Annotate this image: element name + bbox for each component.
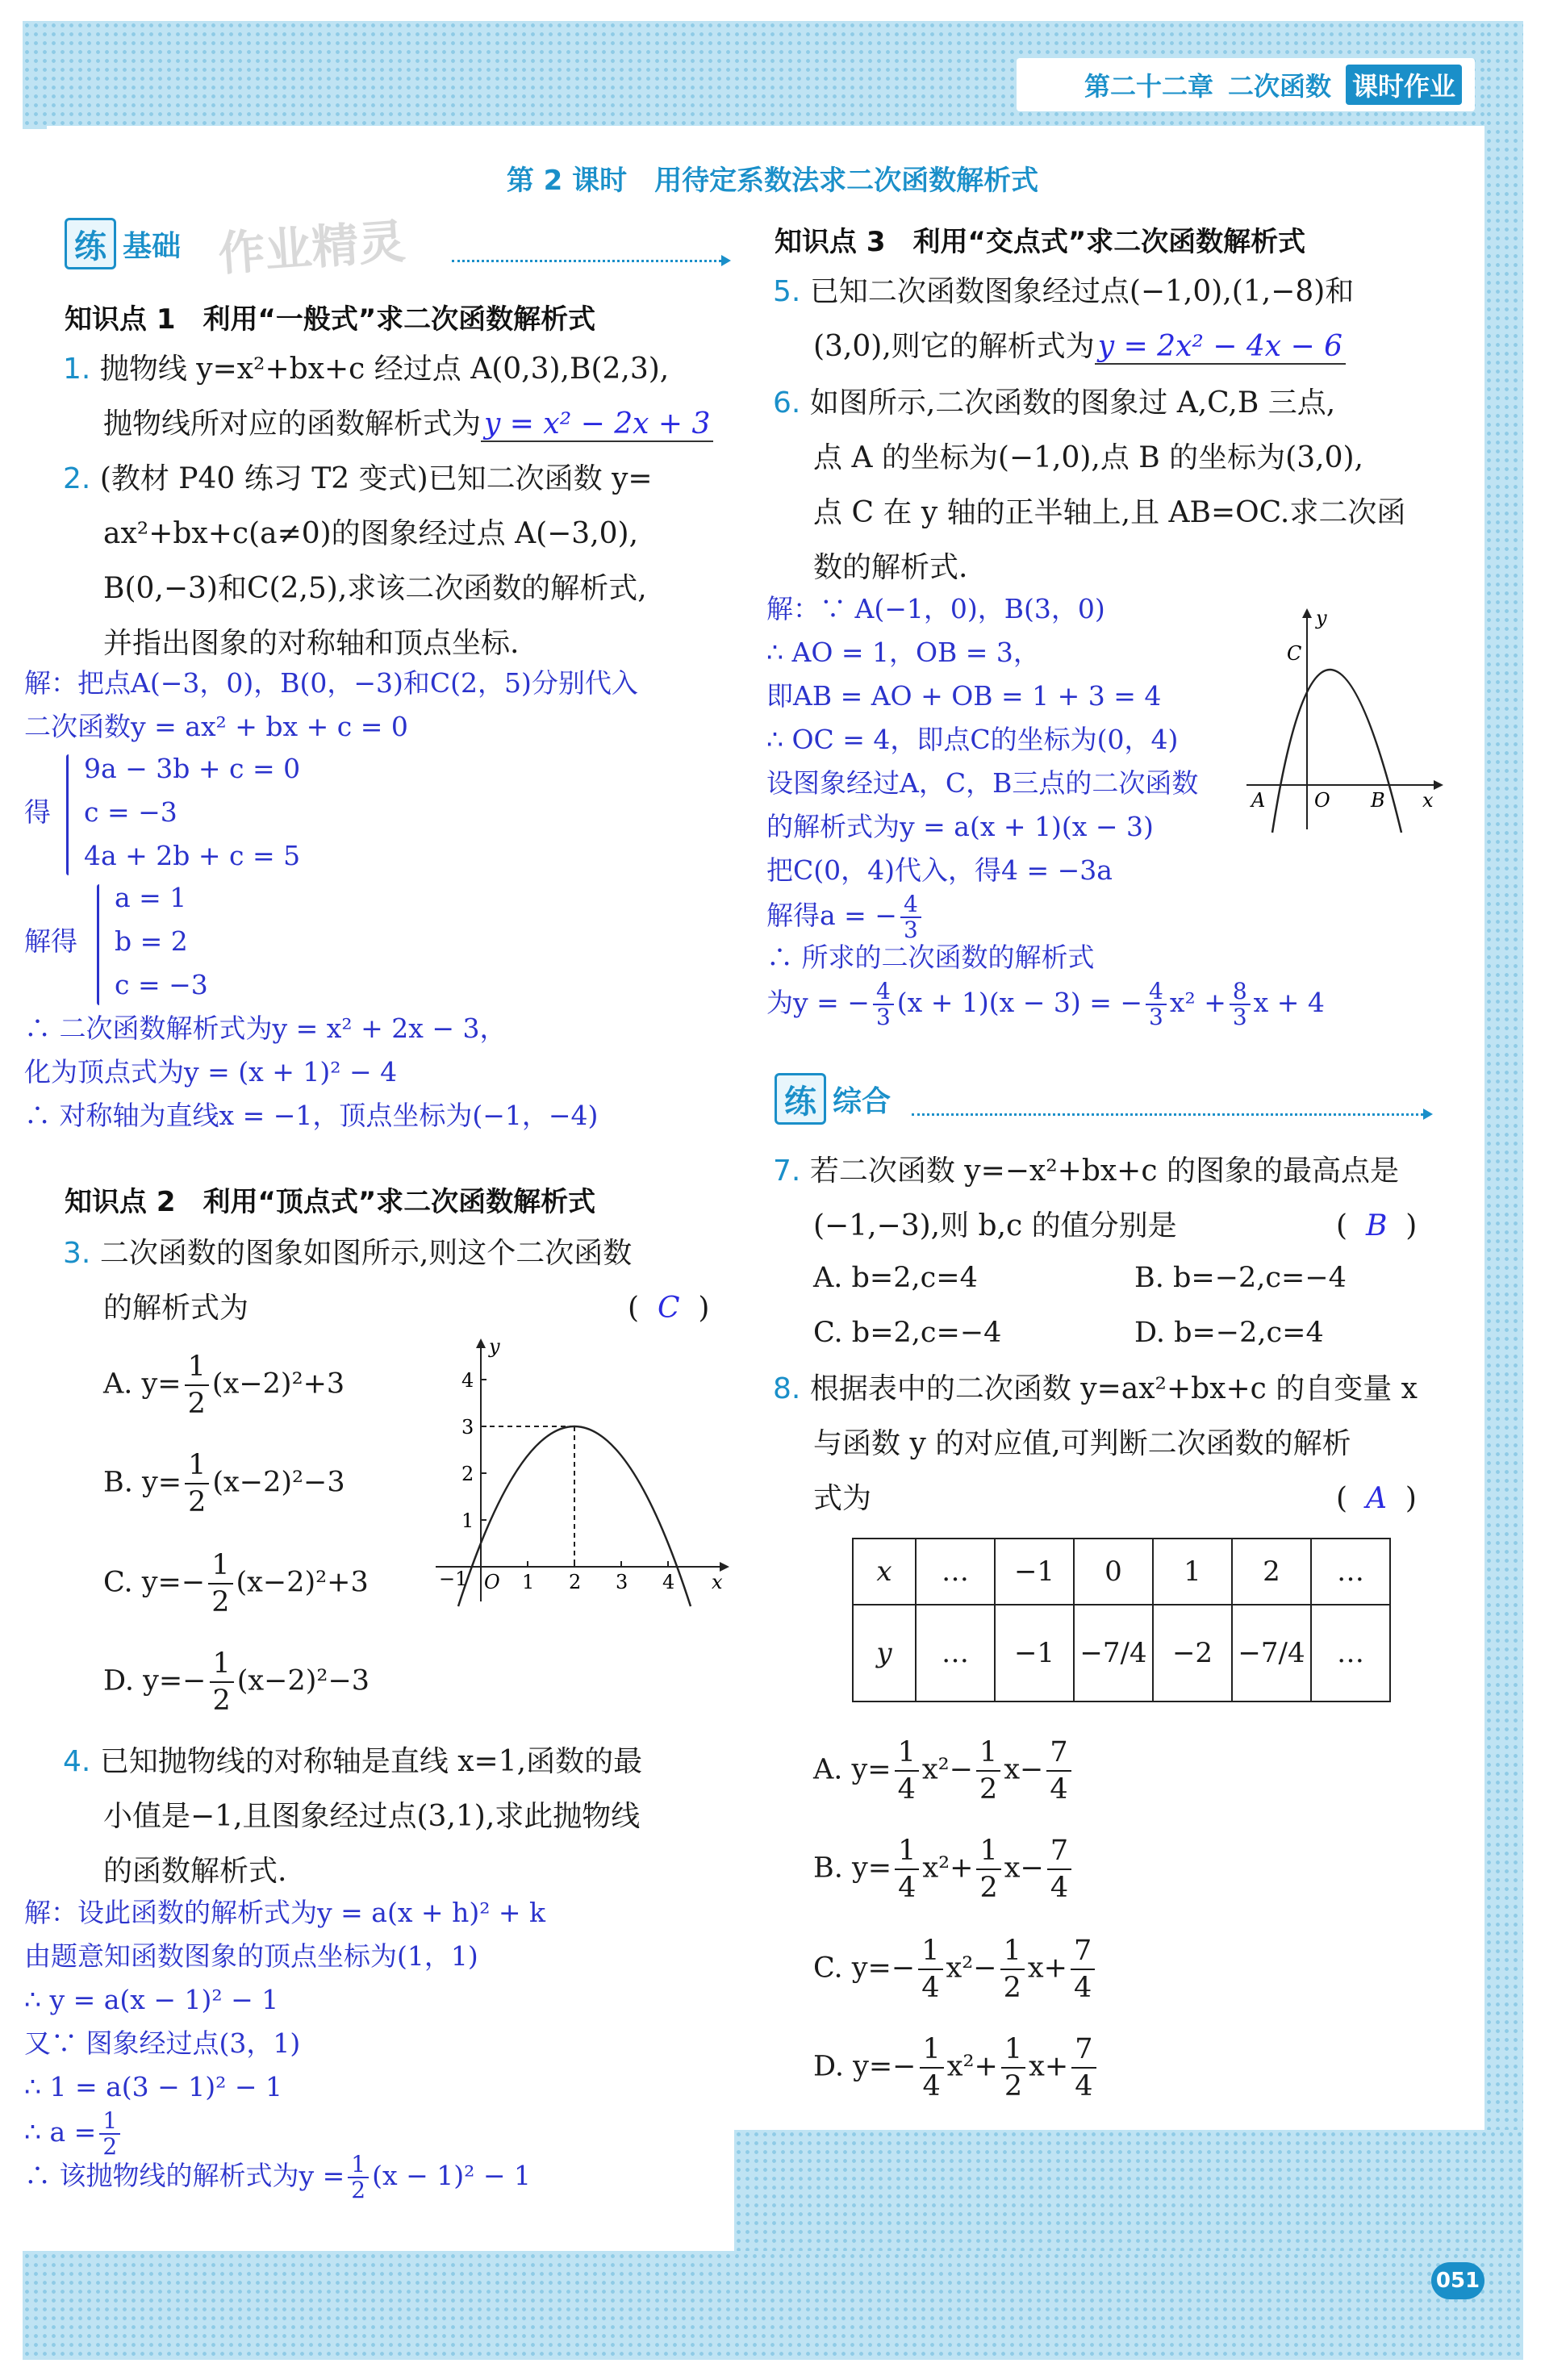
solution-line bbox=[24, 2152, 531, 2203]
fraction bbox=[895, 1735, 919, 1807]
answer-handwritten: B bbox=[1365, 1209, 1388, 1242]
fraction bbox=[185, 1447, 209, 1520]
x-tick-label: 1 bbox=[522, 1571, 535, 1593]
question-text: 根据表中的二次函数 y=ax²+bx+c 的自变量 x bbox=[809, 1372, 1418, 1405]
solution-line: 即AB = AO + OB = 1 + 3 = 4 bbox=[766, 680, 1162, 712]
denominator: 3 bbox=[875, 1004, 891, 1030]
denominator: 2 bbox=[212, 1685, 231, 1717]
numerator: 1 bbox=[920, 2031, 944, 2069]
fraction bbox=[918, 1933, 942, 2006]
y-tick-label: 2 bbox=[461, 1463, 474, 1485]
question-text: (教材 P40 练习 T2 变式)已知二次函数 y= bbox=[99, 462, 653, 495]
option-label: C. y= bbox=[103, 1566, 182, 1599]
y-axis-label: y bbox=[489, 1335, 500, 1358]
option-a bbox=[103, 1349, 344, 1422]
option-mid: x²+ bbox=[946, 2050, 998, 2083]
numerator: 8 bbox=[1230, 979, 1251, 1005]
fraction bbox=[185, 1349, 209, 1422]
section-basic-divider bbox=[452, 260, 726, 262]
fraction bbox=[895, 1833, 919, 1906]
equation-brace bbox=[97, 884, 99, 1005]
lesson-title: 第 2 课时 用待定系数法求二次函数解析式 bbox=[506, 165, 1039, 197]
section-comprehensive-divider bbox=[912, 1113, 1428, 1116]
question-number: 5. bbox=[773, 275, 801, 308]
table-cell: y bbox=[853, 1605, 916, 1701]
solution-line: ∴ AO = 1，OB = 3， bbox=[766, 637, 1040, 668]
solution-line: 解：把点A(−3，0)，B(0，−3)和C(2，5)分别代入 bbox=[24, 667, 638, 699]
option-label: A. y= bbox=[103, 1367, 182, 1401]
option-label: C. y= bbox=[813, 1952, 892, 1985]
question-number: 1. bbox=[63, 353, 91, 386]
option-sign: − bbox=[891, 1952, 916, 1985]
denominator: 4 bbox=[921, 1972, 940, 2004]
question-7 bbox=[773, 1144, 1399, 1199]
question-number: 7. bbox=[773, 1155, 801, 1188]
solution-line: 解：设此函数的解析式为y = a(x + h)² + k bbox=[24, 1897, 546, 1928]
option-tail: (x−2)²+3 bbox=[236, 1566, 369, 1599]
fraction bbox=[210, 1646, 234, 1718]
x-axis-label: x bbox=[712, 1571, 723, 1593]
x-axis-arrow bbox=[1434, 780, 1443, 790]
table-row bbox=[853, 1539, 1390, 1605]
numerator: 1 bbox=[918, 1933, 942, 1970]
origin-label: O bbox=[484, 1571, 500, 1593]
option-mid: x²+ bbox=[922, 1852, 974, 1885]
table-cell: … bbox=[1311, 1539, 1390, 1605]
denominator: 4 bbox=[897, 1773, 916, 1806]
denominator: 3 bbox=[1149, 1004, 1163, 1030]
solution-line: ∴ 二次函数解析式为y = x² + 2x − 3， bbox=[24, 1013, 507, 1044]
question-text: 并指出图象的对称轴和顶点坐标. bbox=[103, 627, 520, 660]
option-mid: x+ bbox=[1029, 2050, 1069, 2083]
equation-line: c = −3 bbox=[115, 969, 208, 1000]
numerator: 1 bbox=[1001, 2031, 1025, 2069]
numerator: 1 bbox=[976, 1735, 1000, 1772]
option-c: C. b=2,c=−4 bbox=[813, 1317, 1002, 1349]
numerator: 7 bbox=[1071, 1933, 1095, 1970]
question-number: 4. bbox=[63, 1745, 91, 1778]
question-text: 二次函数的图象如图所示,则这个二次函数 bbox=[99, 1237, 633, 1270]
question-text: 小值是−1,且图象经过点(3,1),求此抛物线 bbox=[103, 1800, 641, 1833]
value-table bbox=[852, 1538, 1391, 1702]
denominator: 3 bbox=[1232, 1004, 1247, 1030]
denominator: 2 bbox=[1004, 2070, 1023, 2102]
table-cell: −2 bbox=[1153, 1605, 1232, 1701]
numerator: 4 bbox=[1146, 979, 1167, 1005]
question-number: 8. bbox=[773, 1372, 801, 1405]
equation-line: 4a + 2b + c = 5 bbox=[84, 840, 301, 871]
numerator: 7 bbox=[1071, 2031, 1096, 2069]
numerator: 1 bbox=[185, 1447, 209, 1484]
question-text: (−1,−3),则 b,c 的值分别是 bbox=[813, 1209, 1177, 1242]
denominator: 4 bbox=[1073, 1972, 1092, 2004]
section-basic-label: 基础 bbox=[123, 229, 182, 263]
solution-line: ∴ 1 = a(3 − 1)² − 1 bbox=[24, 2071, 283, 2102]
x-tick-label: 3 bbox=[616, 1571, 628, 1593]
practice-icon: 练 bbox=[65, 218, 116, 269]
x-tick-label: −1 bbox=[439, 1568, 468, 1590]
solution-prefix: ∴ 该抛物线的解析式为y = bbox=[24, 2160, 345, 2191]
table-cell: −1 bbox=[995, 1539, 1074, 1605]
table-cell: −7/4 bbox=[1232, 1605, 1311, 1701]
y-axis-arrow bbox=[476, 1338, 486, 1348]
numerator: 1 bbox=[210, 1646, 234, 1683]
fraction bbox=[1047, 1833, 1071, 1906]
solution-tail: x + 4 bbox=[1253, 987, 1325, 1018]
solution-line: 设图象经过A，C，B三点的二次函数 bbox=[766, 767, 1199, 799]
question-6 bbox=[773, 376, 1335, 431]
fraction bbox=[348, 2152, 369, 2203]
numerator: 1 bbox=[895, 1735, 919, 1772]
fraction bbox=[976, 1833, 1000, 1906]
solution-line: 化为顶点式为y = (x + 1)² − 4 bbox=[24, 1056, 398, 1088]
section-comprehensive-label: 综合 bbox=[833, 1084, 892, 1118]
denominator: 2 bbox=[1003, 1972, 1021, 2004]
answer-handwritten: y = 2x² − 4x − 6 bbox=[1097, 330, 1343, 363]
solution-prefix: ∴ a = bbox=[24, 2116, 97, 2148]
option-a: A. b=2,c=4 bbox=[813, 1262, 978, 1294]
solution-line: 二次函数y = ax² + bx + c = 0 bbox=[24, 711, 408, 742]
dotted-block-right bbox=[734, 2130, 1523, 2251]
answer-bracket bbox=[1336, 1472, 1417, 1526]
denominator: 3 bbox=[903, 917, 918, 943]
fraction bbox=[976, 1735, 1000, 1807]
fraction bbox=[900, 892, 921, 942]
table-cell: 2 bbox=[1232, 1539, 1311, 1605]
option-d bbox=[103, 1646, 370, 1718]
question-text: 的解析式为 bbox=[103, 1292, 249, 1325]
question-text: 的函数解析式. bbox=[103, 1855, 287, 1888]
option-d: D. b=−2,c=4 bbox=[1134, 1317, 1324, 1349]
section-comprehensive bbox=[775, 1073, 891, 1125]
x-tick-label: 4 bbox=[662, 1571, 675, 1593]
solution-prefix: 得 bbox=[24, 796, 51, 828]
table-cell: x bbox=[853, 1539, 916, 1605]
table-row bbox=[853, 1605, 1390, 1701]
option-mid: x²− bbox=[921, 1753, 974, 1786]
option-mid: x− bbox=[1004, 1852, 1044, 1885]
watermark: 作业精灵 bbox=[216, 213, 407, 282]
paren-left: ( bbox=[628, 1292, 640, 1325]
option-label: B. y= bbox=[813, 1852, 892, 1885]
question-2 bbox=[63, 452, 653, 507]
denominator: 2 bbox=[187, 1388, 206, 1420]
option-c bbox=[103, 1547, 369, 1620]
solution-prefix: 解得 bbox=[24, 925, 77, 957]
point-a-label: A bbox=[1251, 789, 1266, 812]
y-tick-label: 4 bbox=[461, 1369, 474, 1392]
q6-parabola-graph bbox=[1238, 603, 1448, 837]
denominator: 2 bbox=[979, 1773, 998, 1806]
answer-bracket bbox=[1336, 1199, 1417, 1254]
denominator: 2 bbox=[188, 1486, 207, 1518]
y-axis-arrow bbox=[1302, 608, 1312, 618]
fraction bbox=[1146, 979, 1167, 1029]
table-cell: … bbox=[916, 1539, 995, 1605]
solution-line bbox=[24, 2109, 123, 2159]
option-d bbox=[813, 2031, 1100, 2104]
solution-line: ∴ OC = 4，即点C的坐标为(0，4) bbox=[766, 724, 1179, 755]
solution-line: 又∵ 图象经过点(3，1) bbox=[24, 2027, 301, 2059]
question-text: 已知抛物线的对称轴是直线 x=1,函数的最 bbox=[99, 1745, 643, 1778]
point-b-label: B bbox=[1371, 789, 1385, 812]
answer-bracket bbox=[628, 1281, 709, 1336]
table-cell: 0 bbox=[1074, 1539, 1153, 1605]
numerator: 1 bbox=[1000, 1933, 1025, 1970]
question-text: 数的解析式. bbox=[813, 551, 968, 584]
chapter-header bbox=[1017, 58, 1475, 111]
solution-line: 把C(0，4)代入，得4 = −3a bbox=[766, 854, 1113, 886]
question-3 bbox=[63, 1226, 632, 1281]
option-tail: (x−2)²+3 bbox=[211, 1367, 345, 1401]
table-cell: −1 bbox=[995, 1605, 1074, 1701]
denominator: 4 bbox=[1050, 1773, 1068, 1806]
option-label: D. y= bbox=[103, 1664, 183, 1697]
option-sign: − bbox=[182, 1664, 207, 1697]
paren-right: ) bbox=[1405, 1209, 1418, 1242]
question-5-line2 bbox=[813, 319, 1346, 374]
paren-right: ) bbox=[1405, 1482, 1417, 1515]
question-text: 式为 bbox=[813, 1482, 872, 1515]
table-cell: 1 bbox=[1153, 1539, 1232, 1605]
question-number: 3. bbox=[63, 1237, 91, 1270]
solution-line bbox=[766, 892, 925, 942]
section-basic bbox=[65, 218, 181, 269]
knowledge-point-2: 知识点 2 利用“顶点式”求二次函数解析式 bbox=[65, 1186, 596, 1218]
question-number: 6. bbox=[773, 386, 801, 420]
numerator: 1 bbox=[208, 1547, 232, 1585]
fraction bbox=[920, 2031, 944, 2104]
table-cell: … bbox=[1311, 1605, 1390, 1701]
option-a bbox=[813, 1735, 1075, 1807]
page-number: 051 bbox=[1431, 2262, 1484, 2299]
equation-line: b = 2 bbox=[115, 925, 188, 957]
denominator: 4 bbox=[1050, 1872, 1069, 1904]
dotted-border-bottom bbox=[23, 2243, 1523, 2360]
question-4 bbox=[63, 1735, 642, 1789]
knowledge-point-1: 知识点 1 利用“一般式”求二次函数解析式 bbox=[65, 303, 596, 336]
answer-handwritten: y = x² − 2x + 3 bbox=[484, 407, 711, 441]
fraction bbox=[208, 1547, 232, 1620]
fraction bbox=[1230, 979, 1251, 1029]
solution-prefix: 解得a = − bbox=[766, 900, 897, 931]
fraction bbox=[1071, 2031, 1096, 2104]
numerator: 1 bbox=[976, 1833, 1000, 1870]
question-text: 点 C 在 y 轴的正半轴上,且 AB=OC.求二次函 bbox=[813, 496, 1406, 529]
question-text: 点 A 的坐标为(−1,0),点 B 的坐标为(3,0), bbox=[813, 441, 1363, 474]
question-text: 如图所示,二次函数的图象过 A,C,B 三点, bbox=[809, 386, 1336, 420]
solution-line: 的解析式为y = a(x + 1)(x − 3) bbox=[766, 811, 1154, 842]
option-sign: − bbox=[181, 1566, 206, 1599]
question-text: B(0,−3)和C(2,5),求该二次函数的解析式, bbox=[103, 572, 647, 605]
equation-line: a = 1 bbox=[115, 882, 187, 913]
question-text: 抛物线 y=x²+bx+c 经过点 A(0,3),B(2,3), bbox=[99, 353, 670, 386]
solution-tail: (x − 1)² − 1 bbox=[372, 2160, 531, 2191]
fraction bbox=[873, 979, 894, 1029]
option-c bbox=[813, 1933, 1098, 2006]
table-cell: … bbox=[916, 1605, 995, 1701]
option-sign: − bbox=[892, 2050, 917, 2083]
solution-line: ∴ 对称轴为直线x = −1，顶点坐标为(−1，−4) bbox=[24, 1100, 599, 1131]
fraction bbox=[99, 2109, 120, 2159]
fraction bbox=[1000, 1933, 1025, 2006]
x-tick-label: 2 bbox=[569, 1571, 582, 1593]
numerator: 7 bbox=[1046, 1735, 1071, 1772]
numerator: 1 bbox=[348, 2152, 369, 2178]
chapter-label: 第二十二章 bbox=[1084, 71, 1213, 102]
option-b: B. b=−2,c=−4 bbox=[1134, 1262, 1347, 1294]
paren-right: ) bbox=[698, 1292, 710, 1325]
numerator: 7 bbox=[1047, 1833, 1071, 1870]
denominator: 2 bbox=[211, 1586, 230, 1618]
solution-line bbox=[766, 979, 1325, 1029]
option-tail: (x−2)²−3 bbox=[236, 1664, 370, 1697]
knowledge-point-3: 知识点 3 利用“交点式”求二次函数解析式 bbox=[775, 226, 1306, 258]
fraction bbox=[1046, 1735, 1071, 1807]
dotted-border-right bbox=[1484, 21, 1523, 2151]
equation-line: c = −3 bbox=[84, 796, 177, 828]
x-axis-label: x bbox=[1422, 789, 1434, 812]
equation-line: 9a − 3b + c = 0 bbox=[84, 753, 301, 784]
denominator: 2 bbox=[979, 1872, 998, 1904]
numerator: 1 bbox=[185, 1349, 209, 1386]
denominator: 2 bbox=[351, 2177, 366, 2203]
denominator: 2 bbox=[102, 2133, 118, 2160]
numerator: 4 bbox=[900, 892, 921, 918]
question-text: (3,0),则它的解析式为 bbox=[813, 330, 1095, 363]
fraction bbox=[1071, 1933, 1095, 2006]
answer-handwritten: C bbox=[657, 1292, 680, 1325]
point-c-label: C bbox=[1287, 642, 1302, 665]
option-mid: x+ bbox=[1027, 1952, 1067, 1985]
numerator: 4 bbox=[873, 979, 894, 1005]
solution-line: ∴ 所求的二次函数的解析式 bbox=[766, 942, 1095, 973]
option-label: D. y= bbox=[813, 2050, 893, 2083]
topic-label: 二次函数 bbox=[1227, 71, 1331, 102]
numerator: 1 bbox=[895, 1833, 919, 1870]
paren-left: ( bbox=[1336, 1482, 1348, 1515]
question-5 bbox=[773, 265, 1354, 319]
solution-mid: (x + 1)(x − 3) = − bbox=[896, 987, 1143, 1018]
table-cell: −7/4 bbox=[1074, 1605, 1153, 1701]
numerator: 1 bbox=[99, 2109, 120, 2135]
equation-brace bbox=[66, 754, 69, 875]
question-text: ax²+bx+c(a≠0)的图象经过点 A(−3,0), bbox=[103, 517, 639, 550]
paren-left: ( bbox=[1336, 1209, 1348, 1242]
denominator: 4 bbox=[898, 1872, 917, 1904]
answer-handwritten: A bbox=[1365, 1482, 1387, 1515]
question-text: 抛物线所对应的函数解析式为 bbox=[103, 407, 482, 441]
origin-label: O bbox=[1314, 789, 1330, 812]
solution-line: ∴ y = a(x − 1)² − 1 bbox=[24, 1984, 279, 2015]
denominator: 4 bbox=[1075, 2070, 1093, 2102]
question-1 bbox=[63, 342, 669, 397]
denominator: 4 bbox=[922, 2070, 941, 2102]
option-mid: x− bbox=[1004, 1753, 1044, 1786]
question-8 bbox=[773, 1362, 1418, 1417]
solution-line: 由题意知函数图象的顶点坐标为(1，1) bbox=[24, 1940, 478, 1972]
y-tick-label: 3 bbox=[461, 1416, 474, 1438]
option-b bbox=[103, 1447, 345, 1520]
y-axis-label: y bbox=[1316, 607, 1327, 629]
solution-mid: x² + bbox=[1169, 987, 1226, 1018]
option-label: A. y= bbox=[813, 1753, 892, 1786]
question-text: 已知二次函数图象经过点(−1,0),(1,−8)和 bbox=[809, 275, 1355, 308]
question-text: 若二次函数 y=−x²+bx+c 的图象的最高点是 bbox=[809, 1155, 1399, 1188]
solution-prefix: 为y = − bbox=[766, 987, 870, 1018]
option-mid: x²− bbox=[946, 1952, 997, 1985]
fraction bbox=[1001, 2031, 1025, 2104]
option-label: B. y= bbox=[103, 1466, 182, 1499]
question-number: 2. bbox=[63, 462, 91, 495]
solution-line: 解：∵ A(−1，0)，B(3，0) bbox=[766, 593, 1105, 624]
y-tick-label: 1 bbox=[461, 1509, 474, 1532]
question-text: 与函数 y 的对应值,可判断二次函数的解析 bbox=[813, 1427, 1351, 1460]
question-1-line2 bbox=[103, 397, 713, 452]
option-tail: (x−2)²−3 bbox=[212, 1466, 345, 1499]
option-b bbox=[813, 1833, 1075, 1906]
practice-icon: 练 bbox=[775, 1073, 826, 1125]
brand-logo: 课时作业 bbox=[1346, 65, 1462, 105]
q3-parabola-graph bbox=[420, 1335, 734, 1610]
